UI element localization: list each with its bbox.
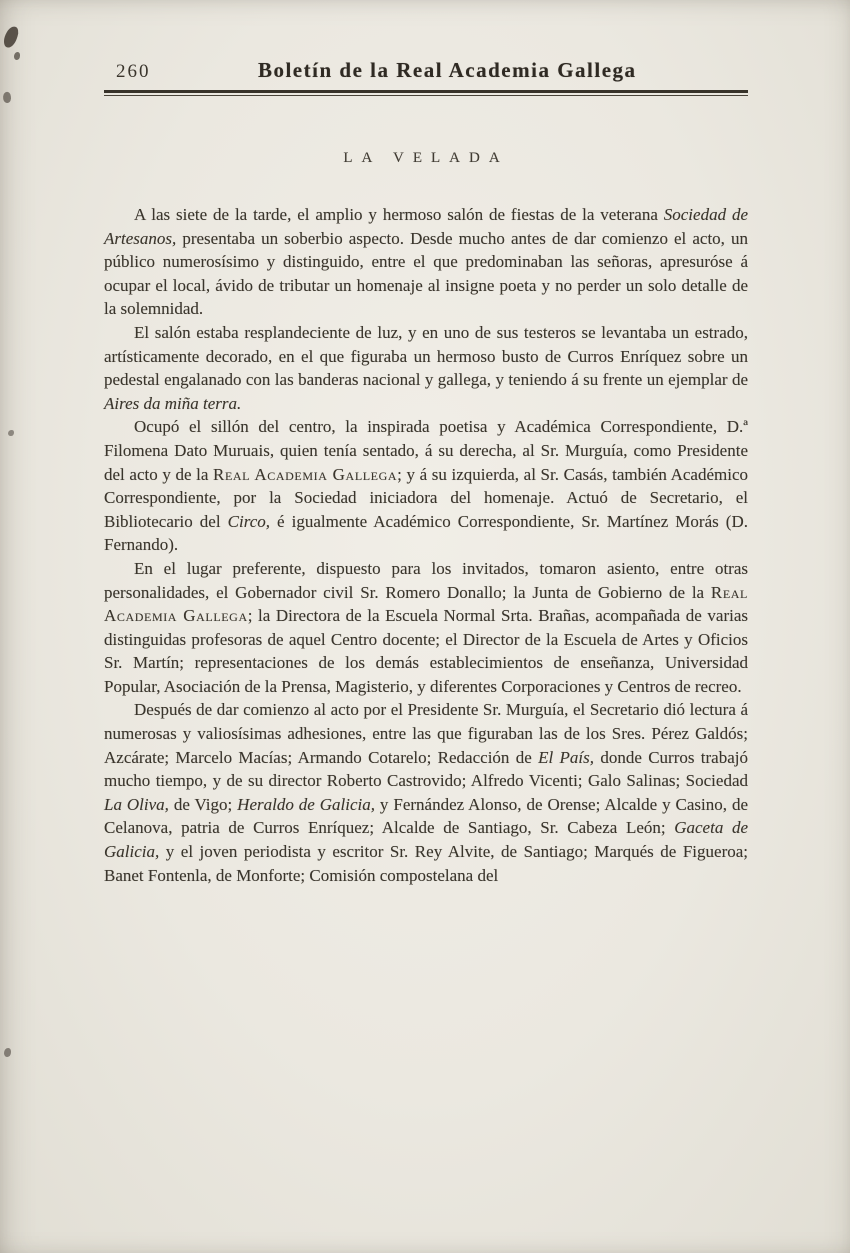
section-title: LA VELADA <box>343 150 509 166</box>
text-run: presentaba un soberbio aspecto. Desde mucho antes de dar comienzo el acto, un público numerosísimo y distinguido, entre el que predominaban las señoras, apresuróse á ocupar el local, ávido de tributar un homenaje al insigne poeta y no perder un solo detalle de la solemnidad. <box>104 228 748 319</box>
text-run-smallcaps: Real Academia Gallega <box>213 464 398 484</box>
scan-speck <box>2 25 20 50</box>
header-rule <box>104 90 748 96</box>
text-run: donde Curros trabajó mucho tiempo, y de su director Roberto Castrovido; Alfredo Vicenti; Galo Salinas; Sociedad <box>104 747 748 791</box>
page-content <box>104 0 748 887</box>
scan-speck <box>8 430 14 436</box>
text-run-italic: Sociedad de Artesanos, <box>104 205 749 248</box>
paragraph-2 <box>104 321 748 415</box>
text-run: En el lugar preferente, dispuesto para los invitados, tomaron asiento, entre otras personalidades, el Gobernador civil Sr. Romero Donallo; la Junta de Gobierno de la <box>104 558 748 602</box>
text-run: El salón estaba resplandeciente de luz, y en uno de sus testeros se levantaba un estrado, artísticamente decorado, en el que figuraba un hermoso busto de Curros Enríquez sobre un pedestal engalanado con las banderas nacional y gallega, y teniendo á su frente un ejemplar de <box>104 322 748 390</box>
scan-speck <box>2 91 12 103</box>
text-run-smallcaps: Real Academia Gallega <box>104 582 748 626</box>
article-body <box>104 203 748 887</box>
scan-speck <box>14 52 20 60</box>
text-run-italic: Circo, <box>227 511 270 531</box>
text-run: é igualmente Académico Correspondiente, Sr. Martínez Morás (D. Fernando). <box>104 511 748 555</box>
text-run-italic: La Oliva, <box>104 794 169 814</box>
paragraph-4 <box>104 557 748 699</box>
text-run: de Vigo; <box>168 794 238 814</box>
text-run: ; y á su izquierda, al Sr. Casás, también Académico Correspondiente, por la Sociedad iniciadora del homenaje. Actuó de Secretario, el Bibliotecario del <box>104 464 748 531</box>
text-run: A las siete de la tarde, el amplio y hermoso salón de fiestas de la veterana <box>134 205 664 224</box>
paragraph-5 <box>104 698 748 887</box>
text-run-italic: Aires da miña terra. <box>104 393 242 413</box>
text-run-italic: Heraldo de Galicia, <box>237 794 375 814</box>
text-run: Ocupó el sillón del centro, la inspirada poetisa y Académica Correspondiente, D.ª Filomena Dato Muruais, quien tenía sentado, á su derecha, al Sr. Murguía, como Presidente del acto y de la <box>104 417 748 484</box>
text-run: ; la Directora de la Escuela Normal Srta. Brañas, acompañada de varias distinguidas profesoras de aquel Centro docente; el Director de la Escuela de Artes y Oficios Sr. Martín; representaciones de los demás establecimientos de enseñanza, Universidad Popular, Asociación de la Prensa, Magisterio, y diferentes Corporaciones y Centros de recreo. <box>104 606 748 696</box>
journal-title: Boletín de la Real Academia Gallega <box>257 58 637 82</box>
text-run-italic: Gaceta de Galicia, <box>104 818 748 862</box>
text-run: y Fernández Alonso, de Orense; Alcalde y Casino, de Celanova, patria de Curros Enríquez; Alcalde de Santiago, Sr. Cabeza León; <box>104 794 748 838</box>
scan-speck <box>4 1048 11 1057</box>
page-number: 260 <box>116 61 151 82</box>
text-run: y el joven periodista y escritor Sr. Rey Alvite, de Santiago; Marqués de Figueroa; Banet Fontenla, de Monforte; Comisión compostelana del <box>104 842 748 885</box>
paragraph-3 <box>104 415 748 557</box>
text-run-italic: El País, <box>538 747 595 767</box>
paragraph-1 <box>104 203 748 321</box>
page-header <box>104 58 748 83</box>
text-run: Después de dar comienzo al acto por el Presidente Sr. Murguía, el Secretario dió lectura á numerosas y valiosísimas adhesiones, entre las que figuraban las de los Sres. Pérez Galdós; Azcárate; Marcelo Macías; Armando Cotarelo; Redacción de <box>104 700 748 767</box>
